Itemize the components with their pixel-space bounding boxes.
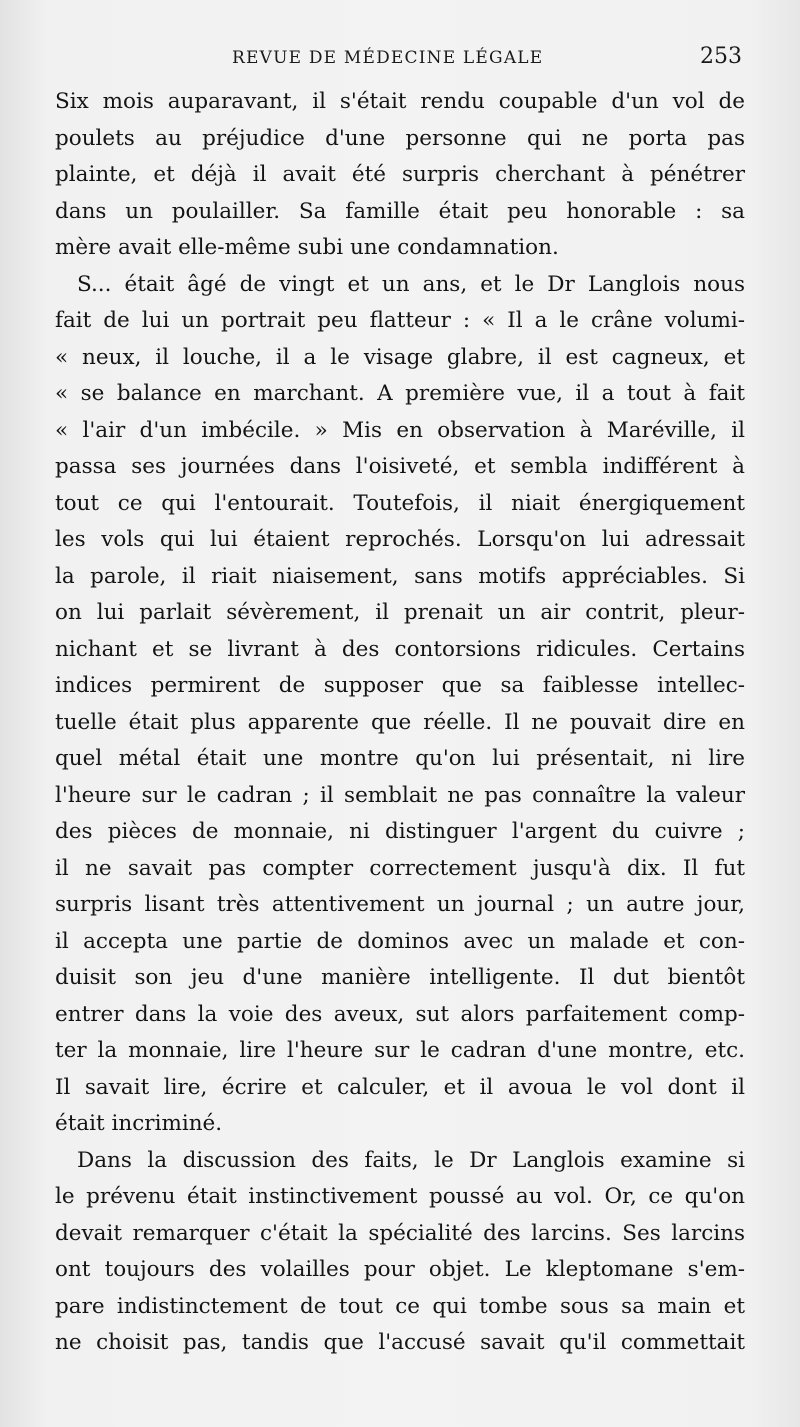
text-line: on lui parlait sévèrement, il prenait un air contrit, pleur- <box>55 600 745 625</box>
text-line: ont toujours des volailles pour objet. Le kleptomane s'em- <box>55 1257 745 1282</box>
text-line: mère avait elle-même subi une condamnation. <box>55 235 559 260</box>
text-line: duisit son jeu d'une manière intelligente. Il dut bientôt <box>55 965 745 990</box>
text-line: il ne savait pas compter correctement jusqu'à dix. Il fut <box>55 855 745 881</box>
text-line: ne choisit pas, tandis que l'accusé savait qu'il commettait <box>55 1330 745 1355</box>
text-line: fait de lui un portrait peu flatteur : « Il a le crâne volumi- <box>55 308 745 333</box>
text-line: la parole, il riait niaisement, sans motifs appréciables. Si <box>55 563 745 589</box>
text-line: S... était âgé de vingt et un ans, et le Dr Langlois nous <box>77 271 745 297</box>
text-line: devait remarquer c'était la spécialité des larcins. Ses larcins <box>55 1220 745 1246</box>
text-line: Dans la discussion des faits, le Dr Langlois examine si <box>77 1147 745 1173</box>
text-line: poulets au préjudice d'une personne qui ne porta pas <box>55 125 745 151</box>
text-line: il accepta une partie de dominos avec un malade et con- <box>55 928 745 954</box>
running-title: REVUE DE MÉDECINE LÉGALE <box>232 48 544 68</box>
page-number: 253 <box>700 44 742 69</box>
text-line: dans un poulailler. Sa famille était peu honorable : sa <box>55 198 745 224</box>
text-line: des pièces de monnaie, ni distinguer l'argent du cuivre ; <box>55 819 745 844</box>
text-line: indices permirent de supposer que sa faiblesse intellec- <box>55 673 745 698</box>
text-line: le prévenu était instinctivement poussé au vol. Or, ce qu'on <box>55 1184 745 1209</box>
text-line: Six mois auparavant, il s'était rendu coupable d'un vol de <box>55 89 745 114</box>
text-line: « neux, il louche, il a le visage glabre, il est cagneux, et <box>55 344 745 370</box>
text-line: entrer dans la voie des aveux, sut alors parfaitement comp- <box>55 1001 745 1027</box>
text-line: surpris lisant très attentivement un journal ; un autre jour, <box>55 892 745 917</box>
body-text <box>55 84 745 1362</box>
text-line: les vols qui lui étaient reprochés. Lorsqu'on lui adressait <box>55 527 745 552</box>
page-header <box>52 44 742 74</box>
text-line: quel métal était une montre qu'on lui présentait, ni lire <box>55 746 745 771</box>
text-line: ter la monnaie, lire l'heure sur le cadran d'une montre, etc. <box>55 1038 745 1063</box>
text-line: Il savait lire, écrire et calculer, et il avoua le vol dont il <box>55 1074 745 1100</box>
text-line: tuelle était plus apparente que réelle. Il ne pouvait dire en <box>55 709 745 735</box>
text-line: était incriminé. <box>55 1111 223 1136</box>
text-line: plainte, et déjà il avait été surpris cherchant à pénétrer <box>55 162 745 187</box>
text-line: l'heure sur le cadran ; il semblait ne pas connaître la valeur <box>55 782 745 808</box>
text-line: passa ses journées dans l'oisiveté, et sembla indifférent à <box>55 454 745 479</box>
text-line: pare indistinctement de tout ce qui tombe sous sa main et <box>55 1293 745 1319</box>
text-line: nichant et se livrant à des contorsions ridicules. Certains <box>55 636 745 662</box>
text-line: « se balance en marchant. A première vue, il a tout à fait <box>55 381 745 406</box>
text-line: tout ce qui l'entourait. Toutefois, il niait énergiquement <box>55 490 745 516</box>
text-line: « l'air d'un imbécile. » Mis en observation à Maréville, il <box>55 417 745 443</box>
